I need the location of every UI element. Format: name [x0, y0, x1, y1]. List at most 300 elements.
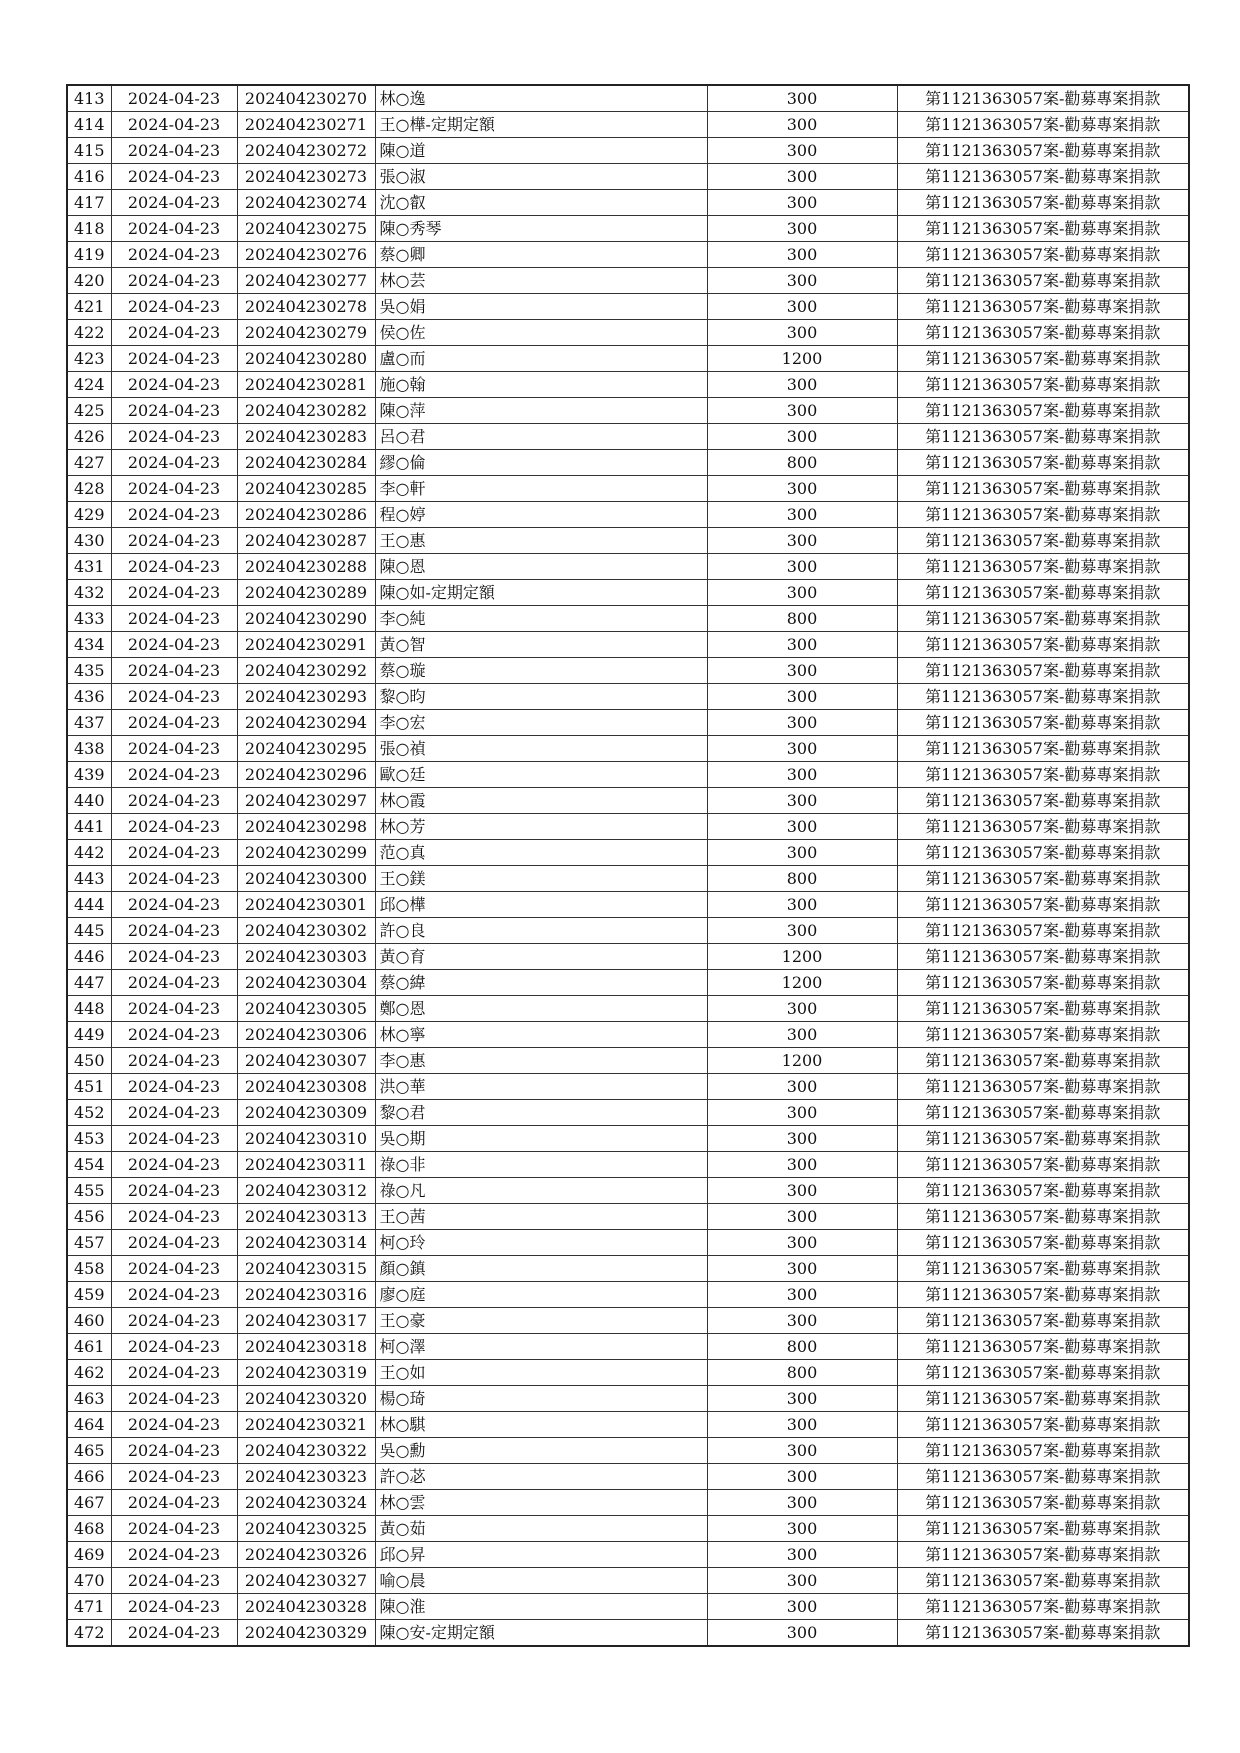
donor-name: 王○豪 — [375, 1308, 707, 1334]
receipt-number: 202404230282 — [237, 398, 375, 424]
donation-note: 第1121363057案-勸募專案捐款 — [897, 294, 1189, 320]
receipt-number: 202404230285 — [237, 476, 375, 502]
donation-date: 2024-04-23 — [111, 762, 237, 788]
receipt-number: 202404230302 — [237, 918, 375, 944]
donation-note: 第1121363057案-勸募專案捐款 — [897, 762, 1189, 788]
donation-amount: 1200 — [707, 346, 897, 372]
row-number: 437 — [67, 710, 111, 736]
row-number: 433 — [67, 606, 111, 632]
donation-note: 第1121363057案-勸募專案捐款 — [897, 1282, 1189, 1308]
donation-amount: 300 — [707, 216, 897, 242]
receipt-number: 202404230298 — [237, 814, 375, 840]
row-number: 441 — [67, 814, 111, 840]
donation-date: 2024-04-23 — [111, 85, 237, 112]
receipt-number: 202404230319 — [237, 1360, 375, 1386]
receipt-number: 202404230303 — [237, 944, 375, 970]
table-row — [67, 1594, 1189, 1620]
donation-note: 第1121363057案-勸募專案捐款 — [897, 710, 1189, 736]
donor-name: 邱○樺 — [375, 892, 707, 918]
donation-note: 第1121363057案-勸募專案捐款 — [897, 580, 1189, 606]
donor-name: 柯○玲 — [375, 1230, 707, 1256]
donor-name: 吳○娟 — [375, 294, 707, 320]
row-number: 466 — [67, 1464, 111, 1490]
table-row — [67, 684, 1189, 710]
donor-name: 蔡○緯 — [375, 970, 707, 996]
table-row — [67, 736, 1189, 762]
donation-amount: 300 — [707, 1308, 897, 1334]
donation-note: 第1121363057案-勸募專案捐款 — [897, 918, 1189, 944]
donation-list-page — [66, 84, 1188, 1647]
donor-name: 廖○庭 — [375, 1282, 707, 1308]
donation-note: 第1121363057案-勸募專案捐款 — [897, 190, 1189, 216]
donation-amount: 300 — [707, 112, 897, 138]
table-row — [67, 814, 1189, 840]
donation-date: 2024-04-23 — [111, 398, 237, 424]
table-row — [67, 85, 1189, 112]
donor-name: 林○逸 — [375, 85, 707, 112]
receipt-number: 202404230314 — [237, 1230, 375, 1256]
table-row — [67, 294, 1189, 320]
donation-note: 第1121363057案-勸募專案捐款 — [897, 85, 1189, 112]
table-row — [67, 112, 1189, 138]
donation-date: 2024-04-23 — [111, 554, 237, 580]
donation-date: 2024-04-23 — [111, 1126, 237, 1152]
table-row — [67, 970, 1189, 996]
donation-amount: 300 — [707, 85, 897, 112]
donation-amount: 1200 — [707, 1048, 897, 1074]
table-row — [67, 658, 1189, 684]
receipt-number: 202404230311 — [237, 1152, 375, 1178]
donation-date: 2024-04-23 — [111, 1282, 237, 1308]
table-row — [67, 528, 1189, 554]
donor-name: 王○茜 — [375, 1204, 707, 1230]
donation-note: 第1121363057案-勸募專案捐款 — [897, 606, 1189, 632]
donation-date: 2024-04-23 — [111, 684, 237, 710]
receipt-number: 202404230318 — [237, 1334, 375, 1360]
donation-amount: 300 — [707, 892, 897, 918]
receipt-number: 202404230310 — [237, 1126, 375, 1152]
donation-note: 第1121363057案-勸募專案捐款 — [897, 138, 1189, 164]
donation-note: 第1121363057案-勸募專案捐款 — [897, 1308, 1189, 1334]
row-number: 413 — [67, 85, 111, 112]
row-number: 416 — [67, 164, 111, 190]
donor-name: 林○霞 — [375, 788, 707, 814]
table-row — [67, 840, 1189, 866]
table-row — [67, 268, 1189, 294]
donation-amount: 300 — [707, 138, 897, 164]
donor-name: 張○淑 — [375, 164, 707, 190]
donation-date: 2024-04-23 — [111, 710, 237, 736]
receipt-number: 202404230287 — [237, 528, 375, 554]
receipt-number: 202404230295 — [237, 736, 375, 762]
receipt-number: 202404230320 — [237, 1386, 375, 1412]
table-row — [67, 1360, 1189, 1386]
row-number: 463 — [67, 1386, 111, 1412]
donation-amount: 300 — [707, 242, 897, 268]
table-row — [67, 502, 1189, 528]
donation-amount: 300 — [707, 1464, 897, 1490]
donation-note: 第1121363057案-勸募專案捐款 — [897, 268, 1189, 294]
donation-note: 第1121363057案-勸募專案捐款 — [897, 1256, 1189, 1282]
donation-amount: 300 — [707, 502, 897, 528]
table-row — [67, 762, 1189, 788]
donor-name: 李○軒 — [375, 476, 707, 502]
donation-date: 2024-04-23 — [111, 1620, 237, 1647]
donation-amount: 300 — [707, 1282, 897, 1308]
receipt-number: 202404230292 — [237, 658, 375, 684]
row-number: 420 — [67, 268, 111, 294]
table-row — [67, 164, 1189, 190]
donation-amount: 300 — [707, 1490, 897, 1516]
receipt-number: 202404230270 — [237, 85, 375, 112]
row-number: 451 — [67, 1074, 111, 1100]
donation-date: 2024-04-23 — [111, 476, 237, 502]
donation-date: 2024-04-23 — [111, 1412, 237, 1438]
donation-date: 2024-04-23 — [111, 190, 237, 216]
table-row — [67, 1516, 1189, 1542]
donor-name: 王○樺-定期定額 — [375, 112, 707, 138]
donation-note: 第1121363057案-勸募專案捐款 — [897, 346, 1189, 372]
donation-note: 第1121363057案-勸募專案捐款 — [897, 1464, 1189, 1490]
donation-amount: 300 — [707, 840, 897, 866]
donor-name: 程○婷 — [375, 502, 707, 528]
row-number: 450 — [67, 1048, 111, 1074]
table-row — [67, 866, 1189, 892]
donation-date: 2024-04-23 — [111, 606, 237, 632]
donation-date: 2024-04-23 — [111, 1256, 237, 1282]
donation-note: 第1121363057案-勸募專案捐款 — [897, 1178, 1189, 1204]
row-number: 442 — [67, 840, 111, 866]
row-number: 457 — [67, 1230, 111, 1256]
donation-note: 第1121363057案-勸募專案捐款 — [897, 788, 1189, 814]
donation-note: 第1121363057案-勸募專案捐款 — [897, 1516, 1189, 1542]
table-row — [67, 1412, 1189, 1438]
donation-date: 2024-04-23 — [111, 1308, 237, 1334]
donation-date: 2024-04-23 — [111, 736, 237, 762]
row-number: 444 — [67, 892, 111, 918]
row-number: 445 — [67, 918, 111, 944]
donation-date: 2024-04-23 — [111, 1360, 237, 1386]
donation-note: 第1121363057案-勸募專案捐款 — [897, 1048, 1189, 1074]
donation-date: 2024-04-23 — [111, 1074, 237, 1100]
receipt-number: 202404230288 — [237, 554, 375, 580]
donation-note: 第1121363057案-勸募專案捐款 — [897, 242, 1189, 268]
row-number: 459 — [67, 1282, 111, 1308]
donor-name: 李○惠 — [375, 1048, 707, 1074]
donation-note: 第1121363057案-勸募專案捐款 — [897, 398, 1189, 424]
donation-amount: 300 — [707, 1386, 897, 1412]
row-number: 455 — [67, 1178, 111, 1204]
donation-note: 第1121363057案-勸募專案捐款 — [897, 1438, 1189, 1464]
receipt-number: 202404230278 — [237, 294, 375, 320]
table-row — [67, 1256, 1189, 1282]
row-number: 467 — [67, 1490, 111, 1516]
donation-note: 第1121363057案-勸募專案捐款 — [897, 216, 1189, 242]
receipt-number: 202404230313 — [237, 1204, 375, 1230]
table-row — [67, 1230, 1189, 1256]
receipt-number: 202404230308 — [237, 1074, 375, 1100]
row-number: 453 — [67, 1126, 111, 1152]
receipt-number: 202404230290 — [237, 606, 375, 632]
donation-amount: 300 — [707, 1568, 897, 1594]
donation-amount: 300 — [707, 528, 897, 554]
donation-amount: 300 — [707, 580, 897, 606]
donation-note: 第1121363057案-勸募專案捐款 — [897, 814, 1189, 840]
donation-date: 2024-04-23 — [111, 1178, 237, 1204]
donation-date: 2024-04-23 — [111, 1490, 237, 1516]
donation-amount: 300 — [707, 814, 897, 840]
row-number: 427 — [67, 450, 111, 476]
donation-note: 第1121363057案-勸募專案捐款 — [897, 320, 1189, 346]
table-row — [67, 450, 1189, 476]
donation-date: 2024-04-23 — [111, 242, 237, 268]
donor-name: 蔡○卿 — [375, 242, 707, 268]
donor-name: 侯○佐 — [375, 320, 707, 346]
table-row — [67, 242, 1189, 268]
receipt-number: 202404230291 — [237, 632, 375, 658]
table-row — [67, 1334, 1189, 1360]
donation-amount: 300 — [707, 788, 897, 814]
donation-date: 2024-04-23 — [111, 970, 237, 996]
receipt-number: 202404230316 — [237, 1282, 375, 1308]
table-row — [67, 1464, 1189, 1490]
donation-amount: 1200 — [707, 944, 897, 970]
donation-amount: 300 — [707, 190, 897, 216]
donation-note: 第1121363057案-勸募專案捐款 — [897, 424, 1189, 450]
donation-date: 2024-04-23 — [111, 1464, 237, 1490]
donor-name: 黃○育 — [375, 944, 707, 970]
donation-note: 第1121363057案-勸募專案捐款 — [897, 1620, 1189, 1647]
donation-amount: 300 — [707, 1620, 897, 1647]
donation-amount: 300 — [707, 1542, 897, 1568]
donation-amount: 300 — [707, 1100, 897, 1126]
table-row — [67, 1178, 1189, 1204]
donation-amount: 800 — [707, 866, 897, 892]
donation-amount: 300 — [707, 372, 897, 398]
donor-name: 陳○淮 — [375, 1594, 707, 1620]
table-row — [67, 372, 1189, 398]
donation-note: 第1121363057案-勸募專案捐款 — [897, 632, 1189, 658]
row-number: 458 — [67, 1256, 111, 1282]
receipt-number: 202404230280 — [237, 346, 375, 372]
donor-name: 呂○君 — [375, 424, 707, 450]
row-number: 461 — [67, 1334, 111, 1360]
donor-name: 王○惠 — [375, 528, 707, 554]
donation-amount: 300 — [707, 918, 897, 944]
donor-name: 歐○廷 — [375, 762, 707, 788]
donation-amount: 300 — [707, 1438, 897, 1464]
table-row — [67, 1438, 1189, 1464]
row-number: 422 — [67, 320, 111, 346]
donation-amount: 300 — [707, 1412, 897, 1438]
donor-name: 繆○倫 — [375, 450, 707, 476]
donation-date: 2024-04-23 — [111, 528, 237, 554]
table-row — [67, 346, 1189, 372]
receipt-number: 202404230276 — [237, 242, 375, 268]
donor-name: 黃○智 — [375, 632, 707, 658]
receipt-number: 202404230315 — [237, 1256, 375, 1282]
donor-name: 邱○昇 — [375, 1542, 707, 1568]
donation-date: 2024-04-23 — [111, 138, 237, 164]
donation-note: 第1121363057案-勸募專案捐款 — [897, 476, 1189, 502]
donor-name: 林○雲 — [375, 1490, 707, 1516]
donor-name: 柯○澤 — [375, 1334, 707, 1360]
donation-note: 第1121363057案-勸募專案捐款 — [897, 1126, 1189, 1152]
donation-date: 2024-04-23 — [111, 346, 237, 372]
table-row — [67, 944, 1189, 970]
donation-date: 2024-04-23 — [111, 1542, 237, 1568]
donation-note: 第1121363057案-勸募專案捐款 — [897, 502, 1189, 528]
donation-date: 2024-04-23 — [111, 450, 237, 476]
receipt-number: 202404230324 — [237, 1490, 375, 1516]
receipt-number: 202404230306 — [237, 1022, 375, 1048]
row-number: 431 — [67, 554, 111, 580]
donation-note: 第1121363057案-勸募專案捐款 — [897, 372, 1189, 398]
receipt-number: 202404230297 — [237, 788, 375, 814]
table-row — [67, 1620, 1189, 1647]
receipt-number: 202404230274 — [237, 190, 375, 216]
donation-note: 第1121363057案-勸募專案捐款 — [897, 1022, 1189, 1048]
donation-date: 2024-04-23 — [111, 788, 237, 814]
donor-name: 黃○茹 — [375, 1516, 707, 1542]
row-number: 470 — [67, 1568, 111, 1594]
row-number: 465 — [67, 1438, 111, 1464]
donor-name: 林○芸 — [375, 268, 707, 294]
donor-name: 陳○安-定期定額 — [375, 1620, 707, 1647]
donation-date: 2024-04-23 — [111, 1568, 237, 1594]
donor-name: 陳○如-定期定額 — [375, 580, 707, 606]
donation-date: 2024-04-23 — [111, 1334, 237, 1360]
row-number: 446 — [67, 944, 111, 970]
row-number: 434 — [67, 632, 111, 658]
donation-date: 2024-04-23 — [111, 1022, 237, 1048]
donation-note: 第1121363057案-勸募專案捐款 — [897, 1542, 1189, 1568]
table-row — [67, 1386, 1189, 1412]
donation-note: 第1121363057案-勸募專案捐款 — [897, 1074, 1189, 1100]
donor-name: 洪○華 — [375, 1074, 707, 1100]
row-number: 462 — [67, 1360, 111, 1386]
row-number: 439 — [67, 762, 111, 788]
donation-note: 第1121363057案-勸募專案捐款 — [897, 112, 1189, 138]
donation-amount: 300 — [707, 632, 897, 658]
donation-amount: 300 — [707, 424, 897, 450]
donation-amount: 300 — [707, 1178, 897, 1204]
donor-name: 林○芳 — [375, 814, 707, 840]
row-number: 415 — [67, 138, 111, 164]
table-row — [67, 1568, 1189, 1594]
donation-note: 第1121363057案-勸募專案捐款 — [897, 1152, 1189, 1178]
receipt-number: 202404230305 — [237, 996, 375, 1022]
donor-name: 鄭○恩 — [375, 996, 707, 1022]
receipt-number: 202404230327 — [237, 1568, 375, 1594]
donation-date: 2024-04-23 — [111, 580, 237, 606]
donor-name: 陳○恩 — [375, 554, 707, 580]
donation-note: 第1121363057案-勸募專案捐款 — [897, 1204, 1189, 1230]
row-number: 449 — [67, 1022, 111, 1048]
donation-amount: 800 — [707, 1360, 897, 1386]
receipt-number: 202404230271 — [237, 112, 375, 138]
table-row — [67, 1204, 1189, 1230]
donor-name: 張○禎 — [375, 736, 707, 762]
receipt-number: 202404230296 — [237, 762, 375, 788]
row-number: 472 — [67, 1620, 111, 1647]
donation-amount: 300 — [707, 1022, 897, 1048]
donation-note: 第1121363057案-勸募專案捐款 — [897, 684, 1189, 710]
donation-note: 第1121363057案-勸募專案捐款 — [897, 1386, 1189, 1412]
donation-note: 第1121363057案-勸募專案捐款 — [897, 736, 1189, 762]
donor-name: 林○騏 — [375, 1412, 707, 1438]
table-row — [67, 1542, 1189, 1568]
donor-name: 許○良 — [375, 918, 707, 944]
donation-date: 2024-04-23 — [111, 814, 237, 840]
donation-date: 2024-04-23 — [111, 216, 237, 242]
row-number: 432 — [67, 580, 111, 606]
receipt-number: 202404230307 — [237, 1048, 375, 1074]
row-number: 429 — [67, 502, 111, 528]
receipt-number: 202404230293 — [237, 684, 375, 710]
table-row — [67, 1126, 1189, 1152]
table-row — [67, 216, 1189, 242]
receipt-number: 202404230300 — [237, 866, 375, 892]
table-row — [67, 476, 1189, 502]
table-row — [67, 424, 1189, 450]
donor-name: 林○寧 — [375, 1022, 707, 1048]
donation-amount: 300 — [707, 476, 897, 502]
table-row — [67, 892, 1189, 918]
donor-name: 李○純 — [375, 606, 707, 632]
donation-note: 第1121363057案-勸募專案捐款 — [897, 1230, 1189, 1256]
receipt-number: 202404230325 — [237, 1516, 375, 1542]
donation-note: 第1121363057案-勸募專案捐款 — [897, 528, 1189, 554]
table-row — [67, 788, 1189, 814]
table-row — [67, 1022, 1189, 1048]
donation-date: 2024-04-23 — [111, 1048, 237, 1074]
receipt-number: 202404230289 — [237, 580, 375, 606]
donation-date: 2024-04-23 — [111, 1100, 237, 1126]
donation-date: 2024-04-23 — [111, 502, 237, 528]
table-row — [67, 320, 1189, 346]
receipt-number: 202404230312 — [237, 1178, 375, 1204]
donation-note: 第1121363057案-勸募專案捐款 — [897, 944, 1189, 970]
donation-amount: 300 — [707, 1126, 897, 1152]
donation-amount: 300 — [707, 1256, 897, 1282]
receipt-number: 202404230273 — [237, 164, 375, 190]
row-number: 428 — [67, 476, 111, 502]
donor-name: 陳○道 — [375, 138, 707, 164]
receipt-number: 202404230281 — [237, 372, 375, 398]
donation-note: 第1121363057案-勸募專案捐款 — [897, 554, 1189, 580]
donation-note: 第1121363057案-勸募專案捐款 — [897, 1334, 1189, 1360]
receipt-number: 202404230284 — [237, 450, 375, 476]
donation-date: 2024-04-23 — [111, 424, 237, 450]
donation-amount: 800 — [707, 450, 897, 476]
donation-date: 2024-04-23 — [111, 944, 237, 970]
donation-amount: 300 — [707, 1516, 897, 1542]
donor-name: 施○翰 — [375, 372, 707, 398]
donation-note: 第1121363057案-勸募專案捐款 — [897, 1412, 1189, 1438]
donation-note: 第1121363057案-勸募專案捐款 — [897, 892, 1189, 918]
donation-note: 第1121363057案-勸募專案捐款 — [897, 450, 1189, 476]
row-number: 423 — [67, 346, 111, 372]
row-number: 464 — [67, 1412, 111, 1438]
donor-name: 范○真 — [375, 840, 707, 866]
row-number: 460 — [67, 1308, 111, 1334]
donation-date: 2024-04-23 — [111, 1204, 237, 1230]
row-number: 452 — [67, 1100, 111, 1126]
donation-amount: 300 — [707, 1204, 897, 1230]
donation-amount: 300 — [707, 268, 897, 294]
receipt-number: 202404230322 — [237, 1438, 375, 1464]
